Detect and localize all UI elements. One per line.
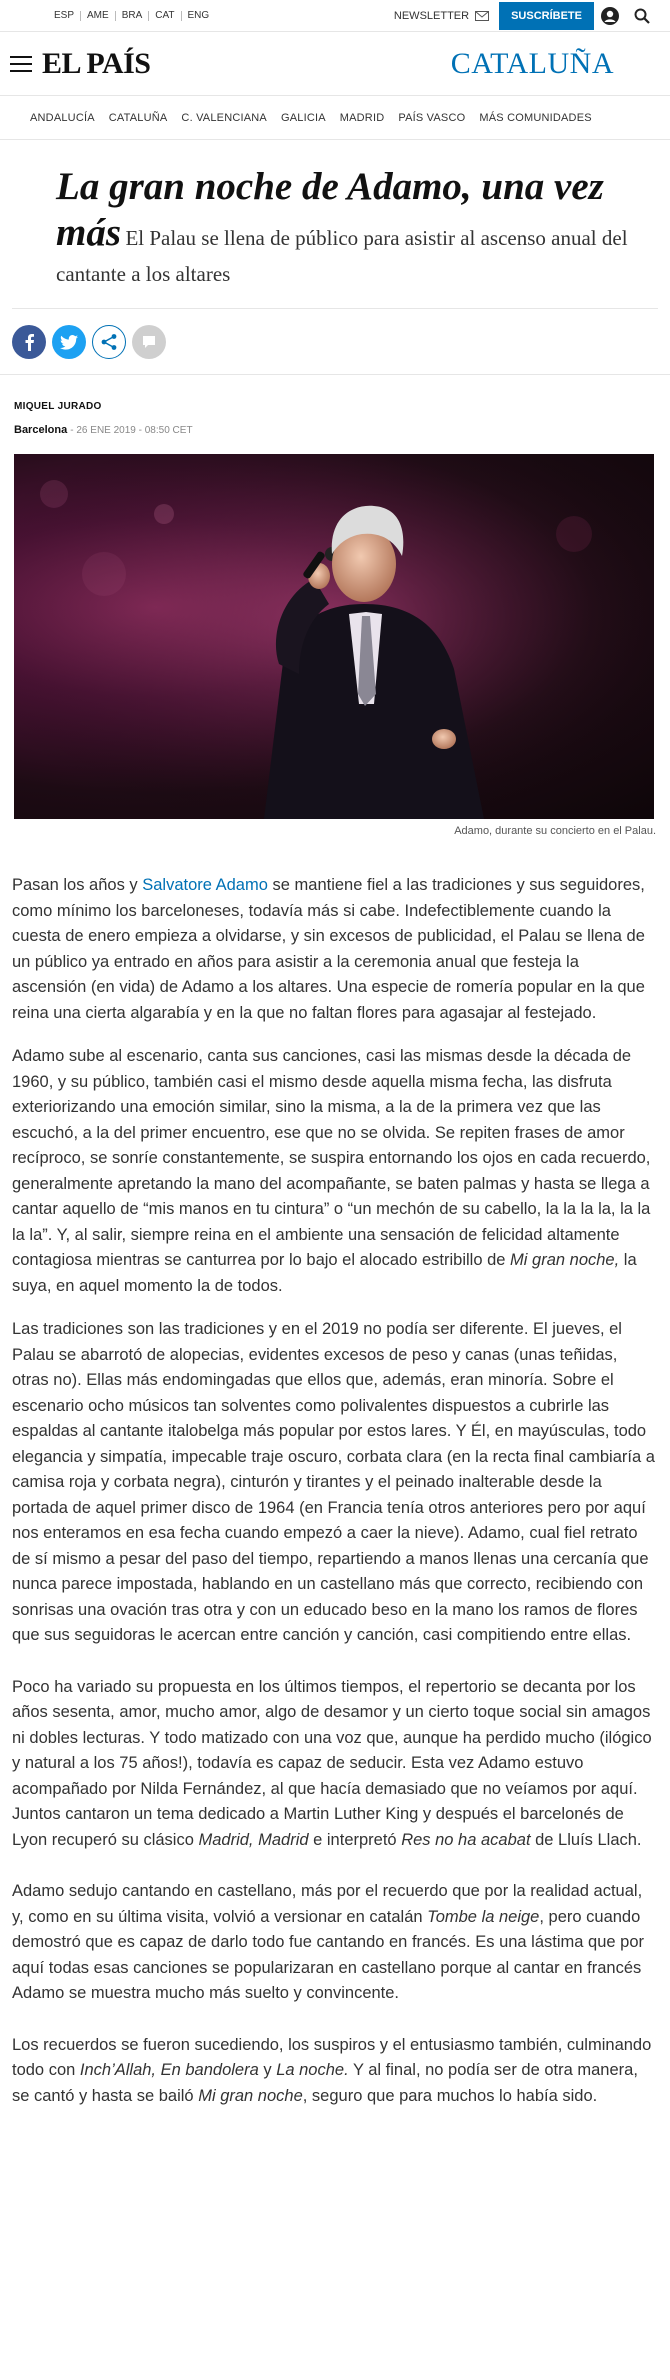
photo-caption: Adamo, durante su concierto en el Palau. xyxy=(454,825,656,837)
subscribe-button[interactable]: SUSCRÍBETE xyxy=(499,2,594,30)
masthead xyxy=(0,32,670,96)
comment-icon xyxy=(141,334,157,350)
place-date xyxy=(14,424,656,436)
search-icon xyxy=(634,8,650,24)
article-body xyxy=(0,853,670,2109)
paragraph: Adamo sube al escenario, canta sus canciones, casi las mismas desde la década de 1960, y su público, también casi el mismo desde aquella misma fecha, las disfruta exteriorizando una emoción similar, sino la misma, a la de la primera vez que las escuchó, a la del primer encuentro, ese que no se olvida. Se repiten frases de amor recíproco, se sonríe constantemente, se suspira entornando los ojos en cada recuerdo, generalmente apretando la mano del acompañante, se baten palmas y hasta se llega a cantar aquello de “mis manos en tu cintura” o “un mechón de su cabello, la la la la, la la la la”. Y, al salir, siempre reina en el ambiente una sensación de felicidad altamente contagiosa mientras se canturrea por lo bajo el alocado estribillo de Mi gran noche, la suya, en aquel momento la de todos. xyxy=(12,1047,651,1295)
regions-nav xyxy=(0,96,670,140)
nav-item-mas-comunidades[interactable]: MÁS COMUNIDADES xyxy=(479,111,592,124)
artist-link[interactable]: Salvatore Adamo xyxy=(142,876,268,894)
menu-icon[interactable] xyxy=(10,56,32,72)
facebook-icon xyxy=(22,333,36,351)
nav-item-pais-vasco[interactable]: PAÍS VASCO xyxy=(398,111,466,124)
site-logo[interactable]: EL PAÍS xyxy=(42,46,151,80)
nav-item-cataluna[interactable]: CATALUÑA xyxy=(108,111,168,124)
user-icon xyxy=(600,6,620,26)
edition-selector xyxy=(48,11,215,21)
paragraph: Las tradiciones son las tradiciones y en el 2019 no podía ser diferente. El jueves, el Palau se abarrotó de alopecias, evidentes excesos de peso y canas (unas teñidas, otras no). Ellas más endomingadas que ellos que, además, eran minoría. Sobre el escenario ocho músicos tan solventes como polivalentes dispuestos a cubrirle las espaldas al cantante italobelga más popular por estos lares. Y Él, en mayúsculas, todo elegancia y simpatía, impecable traje oscuro, corbata clara (en la recta final cambiaría a camisa roja y corbata negra), cinturón y tirantes y el peinado inalterable desde la portada de aquel primer disco de 1964 (en Francia tenía otros anteriores pero por aquí nos enteramos en esa fecha cuando empezó a caer la nieve). Adamo, cual fiel retrato de sí mismo a pesar del paso del tiempo, repartiendo a manos llenas una cercanía que nunca parece impostada, hablando en un castellano más que correcto, recibiendo con sonrisas una ovación tras otra y con un educado beso en la mano los ramos de flores que sus seguidoras le acercan entre canción y canción, casi compitiendo entre ellas. xyxy=(12,1320,655,1644)
paragraph: Pasan los años y Salvatore Adamo se mantiene fiel a las tradiciones y sus seguidores, como mínimo los barceloneses, todavía más si cabe. Indefectiblemente cuando la cuesta de enero empieza a olvidarse, y sin excesos de publicidad, el Palau se llena de un público ya entrado en años para asistir a la ceremonia anual que festeja la ascensión (en vida) de Adamo a los altares. Una especie de romería popular en la que reina una cierta algarabía y en la que no faltan flores para agasajar al festejado. xyxy=(12,876,645,1022)
newsletter-link[interactable] xyxy=(394,10,489,22)
singer-photo-image xyxy=(14,454,654,819)
byline xyxy=(0,375,670,436)
comments-button[interactable] xyxy=(132,325,166,359)
article-subtitle: El Palau se llena de público para asistir al ascenso anual del cantante a los altares xyxy=(56,226,628,286)
edition-esp[interactable]: ESP xyxy=(48,11,81,21)
article-header xyxy=(12,140,658,309)
search-button[interactable] xyxy=(626,2,658,30)
edition-eng[interactable]: ENG xyxy=(187,9,210,21)
facebook-share-button[interactable] xyxy=(12,325,46,359)
paragraph: Los recuerdos se fueron sucediendo, los suspiros y el entusiasmo también, culminando todo con Inch’Allah, En bandolera y La noche. Y al final, no podía ser de otra manera, se cantó y hasta se bailó Mi gran noche, seguro que para muchos lo había sido. xyxy=(12,2035,652,2105)
paragraph: Adamo sedujo cantando en castellano, más por el recuerdo que por la realidad actual, y, como en su última visita, volvió a versionar en catalán Tombe la neige, pero cuando demostró que es capaz de darlo todo fue cantando en francés. Es una lástima que por aquí todas esas canciones se popularizaran en castellano porque al cantar en francés Adamo se muestra mucho más suelto y convincente. xyxy=(12,1882,644,2002)
edition-cat[interactable]: CAT xyxy=(149,11,181,21)
publish-date: 26 ENE 2019 - 08:50 CET xyxy=(76,425,193,436)
nav-item-madrid[interactable]: MADRID xyxy=(339,111,385,124)
article-title: La gran noche de Adamo, una vez más xyxy=(56,165,604,254)
author-name[interactable]: MIQUEL JURADO xyxy=(14,401,102,412)
twitter-icon xyxy=(60,335,78,350)
paragraph: Poco ha variado su propuesta en los últimos tiempos, el repertorio se decanta por los años sesenta, amor, mucho amor, algo de desamor y un cierto toque social sin amagos ni dobles lecturas. Y todo matizado con una voz que, aunque ha perdido mucho (ilógico y natural a los 75 años!), todavía es capaz de seducir. Esta vez Adamo estuvo acompañado por Nilda Fernández, al que hacía demasiado que no veíamos por aquí. Juntos cantaron un tema dedicado a Martin Luther King y después el barcelonés de Lyon recuperó su clásico Madrid, Madrid e interpretó Res no ha acabat de Lluís Llach. xyxy=(12,1677,652,1849)
edition-bra[interactable]: BRA xyxy=(116,11,150,21)
edition-ame[interactable]: AME xyxy=(81,11,116,21)
share-button[interactable] xyxy=(92,325,126,359)
nav-item-galicia[interactable]: GALICIA xyxy=(280,111,326,124)
section-title[interactable]: CATALUÑA xyxy=(450,46,614,80)
top-bar xyxy=(0,0,670,32)
envelope-icon xyxy=(475,11,489,21)
share-icon xyxy=(100,333,118,351)
twitter-share-button[interactable] xyxy=(52,325,86,359)
newsletter-label: NEWSLETTER xyxy=(393,9,470,22)
dateline-separator: - xyxy=(70,425,77,436)
user-account-button[interactable] xyxy=(594,2,626,30)
share-bar xyxy=(0,309,670,375)
article-photo xyxy=(14,454,654,819)
dateline-place: Barcelona xyxy=(14,424,68,436)
nav-item-c-valenciana[interactable]: C. VALENCIANA xyxy=(181,111,267,124)
nav-item-andalucia[interactable]: ANDALUCÍA xyxy=(30,111,95,124)
